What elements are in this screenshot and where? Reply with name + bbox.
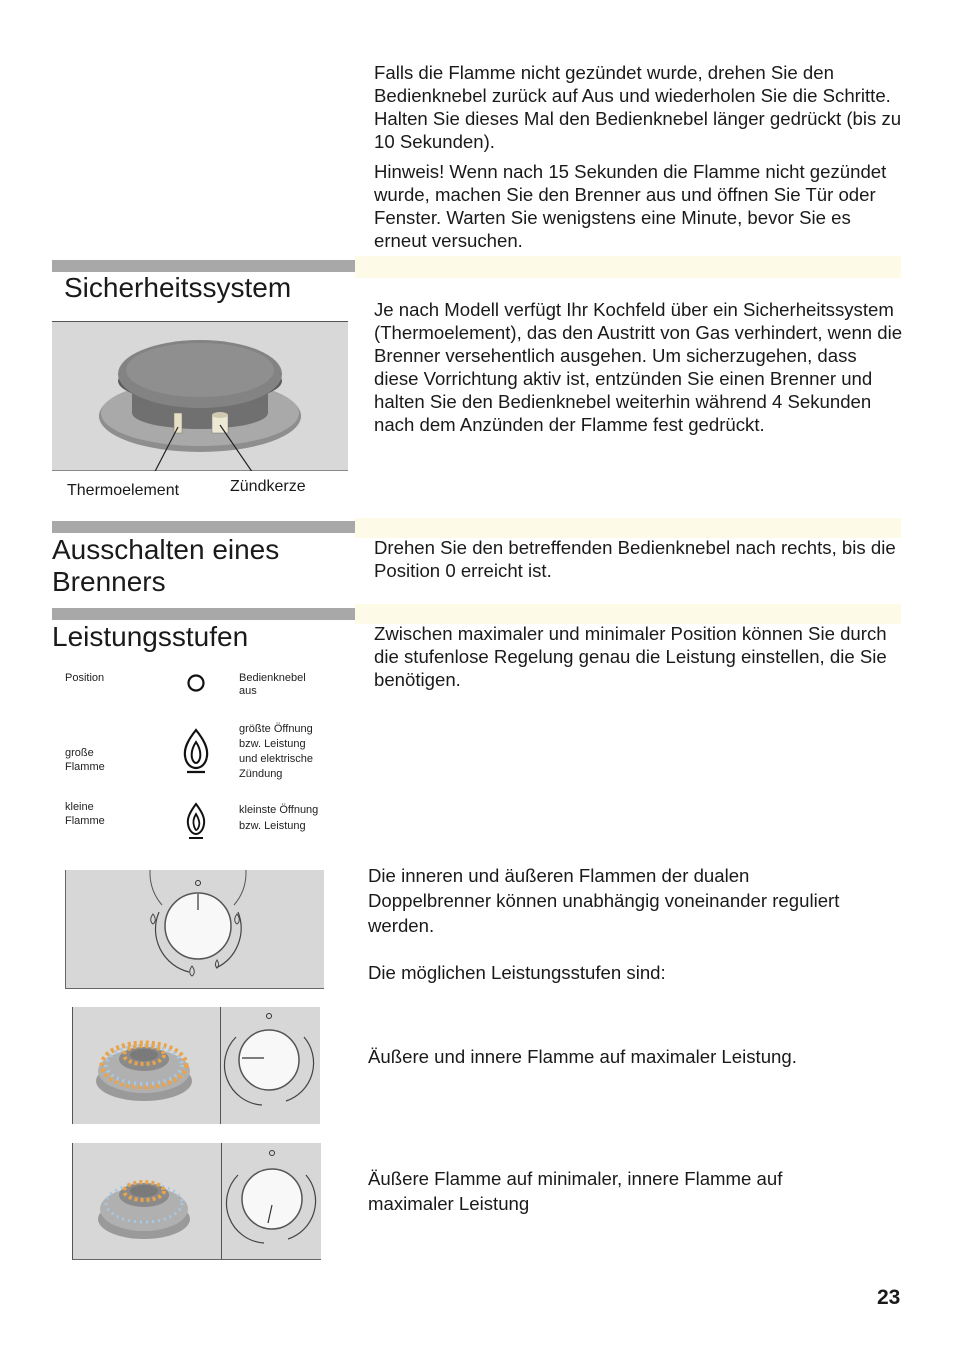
intro-paragraph-2: Hinweis! Wenn nach 15 Sekunden die Flamme nicht gezündet wurde, machen Sie den Brenner aus und öffnen Sie Tür oder Fenster. Warten Sie wenigstens eine Minute, bevor Sie es erneut versuchen. <box>374 161 887 251</box>
legend-row3-desc-a: kleinste Öffnung <box>239 804 319 816</box>
legend-row2-left-b: Flamme <box>65 761 105 773</box>
legend-row3-left-a: kleine <box>65 801 94 813</box>
legend-row2-desc-d: Zündung <box>239 768 283 780</box>
legend-row3-left-b: Flamme <box>65 815 105 827</box>
switch-off-paragraph: Drehen Sie den betreffenden Bedienknebel nach rechts, bis die Position 0 erreicht ist. <box>374 537 896 581</box>
level-1-illustration <box>72 1007 320 1124</box>
legend-position-header: Position <box>65 672 105 684</box>
intro-paragraph-1: Falls die Flamme nicht gezündet wurde, drehen Sie den Bedienknebel zurück auf Aus und wiederholen Sie die Schritte. Halten Sie dieses Mal den Bedienknebel länger gedrückt (bis zu 10 Sekunden). <box>374 62 902 152</box>
level-1-text: Äußere und innere Flamme auf maximaler Leistung. <box>368 1046 797 1067</box>
legend-row1-desc-a: Bedienknebel <box>239 672 306 684</box>
section-band-power <box>355 604 901 624</box>
section-divider-switch-off <box>52 521 355 533</box>
section-band-switch-off <box>355 518 901 538</box>
dual-paragraph-2: Die möglichen Leistungsstufen sind: <box>368 962 666 983</box>
large-flame-icon <box>182 728 210 774</box>
legend-row2-desc-a: größte Öffnung <box>239 723 313 735</box>
level-2-illustration <box>72 1143 321 1260</box>
switch-off-heading-line-1: Ausschalten eines <box>52 534 280 565</box>
section-band-safety <box>355 256 901 278</box>
power-heading: Leistungsstufen <box>52 621 249 652</box>
power-paragraph: Zwischen maximaler und minimaler Position können Sie durch die stufenlose Regelung genau die Leistung einstellen, die Sie benötigen. <box>374 623 887 690</box>
safety-paragraph: Je nach Modell verfügt Ihr Kochfeld über ein Sicherheitssystem (Thermoelement), das den Austritt von Gas verhindert, wenn die Brenner versehentlich ausgehen. Um sicherzugehen, dass diese Vorrichtung aktiv ist, entzünden Sie einen Brenner und halten Sie den Bedienknebel weiterhin während 4 Sekunden nach dem Anzünden der Flamme fest gedrückt. <box>374 299 903 435</box>
legend-row1-desc-b: aus <box>239 685 257 697</box>
small-flame-icon <box>185 802 207 840</box>
dual-paragraph-1: Die inneren und äußeren Flammen der dualen Doppelbrenner können unabhängig voneinander reguliert werden. <box>368 865 840 936</box>
section-divider-power <box>52 608 355 620</box>
legend-row2-left-a: große <box>65 747 94 759</box>
off-position-icon <box>186 673 206 693</box>
legend-row2-desc-c: und elektrische <box>239 753 313 765</box>
switch-off-heading-line-2: Brenners <box>52 566 166 597</box>
legend-row3-desc-b: bzw. Leistung <box>239 820 306 832</box>
legend-row2-desc-b: bzw. Leistung <box>239 738 306 750</box>
level-2-text: Äußere Flamme auf minimaler, innere Flamme auf maximaler Leistung <box>368 1168 783 1214</box>
label-thermoelement: Thermoelement <box>67 482 180 499</box>
safety-heading: Sicherheitssystem <box>64 272 292 303</box>
label-zuendkerze: Zündkerze <box>230 478 306 495</box>
burner-illustration <box>52 321 348 471</box>
page-number: 23 <box>877 1286 901 1309</box>
knob-illustration <box>65 870 324 989</box>
section-divider-safety <box>52 260 355 272</box>
